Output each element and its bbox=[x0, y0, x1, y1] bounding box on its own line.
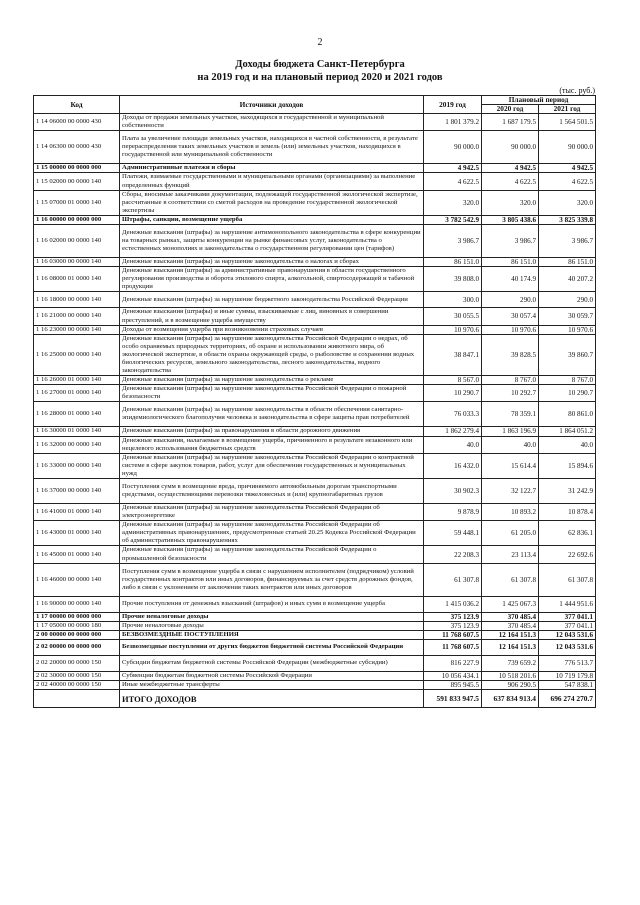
row-value-2021: 86 151.0 bbox=[539, 258, 596, 267]
row-source-name: Прочие поступления от денежных взысканий (штрафов) и иных сумм в возмещение ущерба bbox=[120, 596, 424, 612]
row-value-2021: 39 860.7 bbox=[539, 334, 596, 375]
row-value-2021: 62 836.1 bbox=[539, 521, 596, 546]
row-code: 1 16 37000 00 0000 140 bbox=[34, 479, 120, 504]
table-row bbox=[34, 453, 596, 478]
row-value-2019: 86 151.0 bbox=[424, 258, 482, 267]
row-value-2020: 40 174.9 bbox=[482, 267, 539, 292]
row-source-name: Субвенции бюджетам бюджетной системы Российской Федерации bbox=[120, 671, 424, 680]
row-value-2021: 547 838.1 bbox=[539, 681, 596, 690]
row-value-2020: 4 622.5 bbox=[482, 173, 539, 190]
row-value-2021: 10 878.4 bbox=[539, 504, 596, 521]
row-source-name: Сборы, вносимые заказчиками документации, подлежащей государственной экологической экспертизе, рассчитанные в соответствии со сметой расходов на проведение государственной экологической экспертизы bbox=[120, 190, 424, 215]
row-source-name: Денежные взыскания (штрафы) за правонарушения в области дорожного движения bbox=[120, 427, 424, 436]
row-source-name: Иные межбюджетные трансферты bbox=[120, 681, 424, 690]
revenue-table-body bbox=[34, 114, 596, 690]
row-value-2021: 90 000.0 bbox=[539, 131, 596, 164]
row-value-2021: 1 564 501.5 bbox=[539, 114, 596, 131]
page-number: 2 bbox=[317, 37, 323, 48]
table-row bbox=[34, 630, 596, 639]
header-2021: 2021 год bbox=[539, 105, 596, 114]
row-value-2019: 1 801 379.2 bbox=[424, 114, 482, 131]
row-source-name: Платежи, взимаемые государственными и муниципальными органами (организациями) за выполнение определенных функций bbox=[120, 173, 424, 190]
table-row bbox=[34, 267, 596, 292]
row-value-2021: 80 861.0 bbox=[539, 402, 596, 427]
row-value-2020: 370 485.4 bbox=[482, 612, 539, 621]
header-source: Источники доходов bbox=[120, 96, 424, 114]
row-value-2020: 320.0 bbox=[482, 190, 539, 215]
total-code-cell bbox=[34, 690, 120, 708]
row-code: 1 15 00000 00 0000 000 bbox=[34, 164, 120, 173]
row-code: 1 14 06000 00 0000 430 bbox=[34, 114, 120, 131]
row-value-2019: 30 902.3 bbox=[424, 479, 482, 504]
table-row bbox=[34, 325, 596, 334]
table-row bbox=[34, 655, 596, 671]
table-row bbox=[34, 427, 596, 436]
row-code: 1 15 02000 00 0000 140 bbox=[34, 173, 120, 190]
row-code: 1 16 30000 01 0000 140 bbox=[34, 427, 120, 436]
row-value-2019: 16 432.0 bbox=[424, 453, 482, 478]
row-value-2019: 300.0 bbox=[424, 292, 482, 308]
row-source-name: Прочие неналоговые доходы bbox=[120, 621, 424, 630]
header-2019: 2019 год bbox=[424, 96, 482, 114]
row-code: 1 14 06300 00 0000 430 bbox=[34, 131, 120, 164]
row-code: 1 16 18000 00 0000 140 bbox=[34, 292, 120, 308]
row-source-name: Субсидии бюджетам бюджетной системы Российской Федерации (межбюджетные субсидии) bbox=[120, 655, 424, 671]
row-source-name: Доходы от возмещения ущерба при возникновении страховых случаев bbox=[120, 325, 424, 334]
row-code: 1 16 45000 01 0000 140 bbox=[34, 546, 120, 563]
header-2020: 2020 год bbox=[482, 105, 539, 114]
row-value-2020: 1 687 179.5 bbox=[482, 114, 539, 131]
row-value-2021: 3 825 339.8 bbox=[539, 215, 596, 224]
row-code: 1 16 00000 00 0000 000 bbox=[34, 215, 120, 224]
row-value-2021: 1 444 951.6 bbox=[539, 596, 596, 612]
table-row bbox=[34, 292, 596, 308]
row-value-2021: 22 692.6 bbox=[539, 546, 596, 563]
row-value-2021: 8 767.0 bbox=[539, 376, 596, 385]
row-value-2019: 40.0 bbox=[424, 436, 482, 453]
row-source-name: Денежные взыскания (штрафы) за административные правонарушения в области государственного регулирования производства и оборота этилового спирта, алкогольной, спиртосодержащей и табачной продукции bbox=[120, 267, 424, 292]
row-code: 1 16 25000 00 0000 140 bbox=[34, 334, 120, 375]
table-row bbox=[34, 164, 596, 173]
row-value-2020: 39 828.5 bbox=[482, 334, 539, 375]
row-source-name: Штрафы, санкции, возмещение ущерба bbox=[120, 215, 424, 224]
total-2020: 637 834 913.4 bbox=[482, 690, 539, 708]
row-source-name: Поступления сумм в возмещение ущерба в связи с нарушением исполнителем (подрядчиком) условий государственных контрактов или иных договоров, финансируемых за счет средств дорожных фондов, либо в связи с уклонением от заключения таких контрактов или иных договоров bbox=[120, 563, 424, 596]
row-value-2021: 3 986.7 bbox=[539, 225, 596, 258]
row-code: 1 17 00000 00 0000 000 bbox=[34, 612, 120, 621]
row-value-2019: 816 227.9 bbox=[424, 655, 482, 671]
row-code: 1 15 07000 01 0000 140 bbox=[34, 190, 120, 215]
row-source-name: Прочие неналоговые доходы bbox=[120, 612, 424, 621]
row-value-2019: 4 942.5 bbox=[424, 164, 482, 173]
row-value-2019: 375 123.9 bbox=[424, 612, 482, 621]
total-row bbox=[34, 690, 596, 708]
row-code: 1 16 32000 00 0000 140 bbox=[34, 436, 120, 453]
row-code: 1 16 23000 00 0000 140 bbox=[34, 325, 120, 334]
row-value-2019: 59 448.1 bbox=[424, 521, 482, 546]
table-row bbox=[34, 621, 596, 630]
row-value-2020: 61 205.0 bbox=[482, 521, 539, 546]
row-value-2020: 23 113.4 bbox=[482, 546, 539, 563]
table-row bbox=[34, 639, 596, 655]
total-2019: 591 833 947.5 bbox=[424, 690, 482, 708]
row-value-2021: 12 043 531.6 bbox=[539, 639, 596, 655]
row-source-name: Денежные взыскания (штрафы) за нарушение законодательства о рекламе bbox=[120, 376, 424, 385]
row-value-2021: 377 041.1 bbox=[539, 621, 596, 630]
row-code: 1 17 05000 00 0000 180 bbox=[34, 621, 120, 630]
row-value-2021: 290.0 bbox=[539, 292, 596, 308]
row-value-2021: 320.0 bbox=[539, 190, 596, 215]
row-value-2019: 90 000.0 bbox=[424, 131, 482, 164]
table-row bbox=[34, 131, 596, 164]
row-value-2021: 4 942.5 bbox=[539, 164, 596, 173]
row-source-name: Денежные взыскания (штрафы) за нарушение законодательства Российской Федерации о промышленной безопасности bbox=[120, 546, 424, 563]
row-value-2019: 320.0 bbox=[424, 190, 482, 215]
row-value-2019: 11 768 607.5 bbox=[424, 630, 482, 639]
row-value-2020: 15 614.4 bbox=[482, 453, 539, 478]
table-row bbox=[34, 596, 596, 612]
table-row bbox=[34, 681, 596, 690]
row-value-2021: 31 242.9 bbox=[539, 479, 596, 504]
row-value-2019: 1 415 036.2 bbox=[424, 596, 482, 612]
row-value-2021: 776 513.7 bbox=[539, 655, 596, 671]
row-value-2020: 86 151.0 bbox=[482, 258, 539, 267]
table-row bbox=[34, 258, 596, 267]
table-row bbox=[34, 334, 596, 375]
row-value-2020: 1 425 067.3 bbox=[482, 596, 539, 612]
table-row bbox=[34, 612, 596, 621]
table-row bbox=[34, 376, 596, 385]
table-row bbox=[34, 521, 596, 546]
row-source-name: Денежные взыскания, налагаемые в возмещение ущерба, причиненного в результате незаконного или нецелевого использования бюджетных средств bbox=[120, 436, 424, 453]
row-value-2020: 739 659.2 bbox=[482, 655, 539, 671]
row-code: 2 02 30000 00 0000 150 bbox=[34, 671, 120, 680]
row-value-2021: 61 307.8 bbox=[539, 563, 596, 596]
row-value-2020: 370 485.4 bbox=[482, 621, 539, 630]
row-value-2020: 1 863 196.9 bbox=[482, 427, 539, 436]
row-code: 1 16 27000 01 0000 140 bbox=[34, 385, 120, 402]
row-value-2021: 10 970.6 bbox=[539, 325, 596, 334]
table-row bbox=[34, 504, 596, 521]
row-value-2021: 10 719 179.8 bbox=[539, 671, 596, 680]
table-row bbox=[34, 225, 596, 258]
row-source-name: Денежные взыскания (штрафы) за нарушение антимонопольного законодательства в сфере конкуренции на товарных рынках, защиты конкуренции на рынке финансовых услуг, законодательства о естественных монополиях и законодательства о государственном регулировании цен (тарифов) bbox=[120, 225, 424, 258]
row-value-2019: 10 290.7 bbox=[424, 385, 482, 402]
row-source-name: Денежные взыскания (штрафы) за нарушение законодательства Российской Федерации о недрах, об особо охраняемых природных территориях, об охране и использовании животного мира, об экологической экспертизе, в области охраны окружающей среды, о рыболовстве и сохранении водных биологических ресурсов, земельного законодательства, лесного законодательства, водного законодательства bbox=[120, 334, 424, 375]
table-row bbox=[34, 173, 596, 190]
row-code: 1 16 02000 00 0000 140 bbox=[34, 225, 120, 258]
row-code: 2 02 20000 00 0000 150 bbox=[34, 655, 120, 671]
row-value-2020: 12 164 151.3 bbox=[482, 639, 539, 655]
table-row bbox=[34, 308, 596, 325]
row-source-name: Доходы от продажи земельных участков, находящихся в государственной и муниципальной собственности bbox=[120, 114, 424, 131]
row-source-name: Денежные взыскания (штрафы) за нарушение законодательства Российской Федерации об электроэнергетике bbox=[120, 504, 424, 521]
row-value-2021: 4 622.5 bbox=[539, 173, 596, 190]
header-code: Код bbox=[34, 96, 120, 114]
row-value-2019: 3 782 542.9 bbox=[424, 215, 482, 224]
row-value-2019: 38 847.1 bbox=[424, 334, 482, 375]
row-value-2019: 375 123.9 bbox=[424, 621, 482, 630]
row-value-2019: 10 056 434.1 bbox=[424, 671, 482, 680]
row-value-2019: 30 055.5 bbox=[424, 308, 482, 325]
total-label: ИТОГО ДОХОДОВ bbox=[120, 690, 424, 708]
row-code: 2 00 00000 00 0000 000 bbox=[34, 630, 120, 639]
row-value-2019: 10 970.6 bbox=[424, 325, 482, 334]
header-plan-period: Плановый период bbox=[482, 96, 596, 105]
row-code: 1 16 28000 01 0000 140 bbox=[34, 402, 120, 427]
row-value-2020: 30 057.4 bbox=[482, 308, 539, 325]
row-value-2019: 22 208.3 bbox=[424, 546, 482, 563]
row-value-2020: 290.0 bbox=[482, 292, 539, 308]
row-value-2020: 10 970.6 bbox=[482, 325, 539, 334]
row-source-name: Денежные взыскания (штрафы) за нарушение законодательства в области обеспечения санитарно-эпидемиологического благополучия человека и законодательства в сфере защиты прав потребителей bbox=[120, 402, 424, 427]
title-line-2: на 2019 год и на плановый период 2020 и 2021 годов bbox=[197, 72, 443, 83]
row-value-2020: 32 122.7 bbox=[482, 479, 539, 504]
table-row bbox=[34, 479, 596, 504]
row-source-name: БЕЗВОЗМЕЗДНЫЕ ПОСТУПЛЕНИЯ bbox=[120, 630, 424, 639]
row-source-name: Денежные взыскания (штрафы) за нарушение бюджетного законодательства Российской Федерации bbox=[120, 292, 424, 308]
row-value-2021: 12 043 531.6 bbox=[539, 630, 596, 639]
row-source-name: Денежные взыскания (штрафы) и иные суммы, взыскиваемые с лиц, виновных в совершении преступлений, и в возмещение ущерба имуществу bbox=[120, 308, 424, 325]
row-code: 1 16 26000 01 0000 140 bbox=[34, 376, 120, 385]
row-value-2019: 76 033.3 bbox=[424, 402, 482, 427]
revenue-table bbox=[33, 95, 596, 708]
row-value-2020: 906 290.5 bbox=[482, 681, 539, 690]
row-value-2020: 4 942.5 bbox=[482, 164, 539, 173]
row-source-name: Поступления сумм в возмещение вреда, причиняемого автомобильным дорогам транспортными средствами, осуществляющими перевозки тяжеловесных и (или) крупногабаритных грузов bbox=[120, 479, 424, 504]
row-code: 2 02 40000 00 0000 150 bbox=[34, 681, 120, 690]
document-title bbox=[0, 58, 640, 84]
row-source-name: Безвозмездные поступления от других бюджетов бюджетной системы Российской Федерации bbox=[120, 639, 424, 655]
row-code: 1 16 21000 00 0000 140 bbox=[34, 308, 120, 325]
row-value-2021: 1 864 051.2 bbox=[539, 427, 596, 436]
row-value-2019: 9 878.9 bbox=[424, 504, 482, 521]
table-row bbox=[34, 546, 596, 563]
row-value-2019: 4 622.5 bbox=[424, 173, 482, 190]
row-value-2020: 90 000.0 bbox=[482, 131, 539, 164]
row-value-2019: 895 945.5 bbox=[424, 681, 482, 690]
row-value-2020: 3 986.7 bbox=[482, 225, 539, 258]
row-code: 1 16 03000 00 0000 140 bbox=[34, 258, 120, 267]
row-value-2020: 10 292.7 bbox=[482, 385, 539, 402]
row-value-2019: 39 808.0 bbox=[424, 267, 482, 292]
row-value-2021: 40.0 bbox=[539, 436, 596, 453]
row-source-name: Денежные взыскания (штрафы) за нарушение законодательства о налогах и сборах bbox=[120, 258, 424, 267]
row-value-2019: 61 307.8 bbox=[424, 563, 482, 596]
row-value-2020: 12 164 151.3 bbox=[482, 630, 539, 639]
table-row bbox=[34, 436, 596, 453]
row-value-2019: 3 986.7 bbox=[424, 225, 482, 258]
row-value-2020: 3 805 438.6 bbox=[482, 215, 539, 224]
row-source-name: Денежные взыскания (штрафы) за нарушение законодательства Российской Федерации о пожарной безопасности bbox=[120, 385, 424, 402]
row-code: 1 16 43000 01 0000 140 bbox=[34, 521, 120, 546]
total-2021: 696 274 270.7 bbox=[539, 690, 596, 708]
row-code: 1 16 46000 00 0000 140 bbox=[34, 563, 120, 596]
table-row bbox=[34, 402, 596, 427]
row-value-2019: 11 768 607.5 bbox=[424, 639, 482, 655]
row-code: 1 16 90000 00 0000 140 bbox=[34, 596, 120, 612]
row-value-2021: 377 041.1 bbox=[539, 612, 596, 621]
row-source-name: Плата за увеличение площади земельных участков, находящихся в частной собственности, в результате перераспределения таких земельных участков и земель (или) земельных участков, находящихся в государственной или муниципальной собственности bbox=[120, 131, 424, 164]
table-row bbox=[34, 563, 596, 596]
units-label: (тыс. руб.) bbox=[559, 86, 595, 95]
row-code: 1 16 08000 01 0000 140 bbox=[34, 267, 120, 292]
row-value-2020: 61 307.8 bbox=[482, 563, 539, 596]
row-value-2019: 8 567.0 bbox=[424, 376, 482, 385]
table-row bbox=[34, 671, 596, 680]
table-row bbox=[34, 190, 596, 215]
table-row bbox=[34, 215, 596, 224]
row-value-2021: 30 059.7 bbox=[539, 308, 596, 325]
row-code: 1 16 41000 01 0000 140 bbox=[34, 504, 120, 521]
row-value-2019: 1 862 279.4 bbox=[424, 427, 482, 436]
row-value-2020: 78 359.1 bbox=[482, 402, 539, 427]
row-value-2020: 10 518 201.6 bbox=[482, 671, 539, 680]
row-code: 2 02 00000 00 0000 000 bbox=[34, 639, 120, 655]
row-source-name: Административные платежи и сборы bbox=[120, 164, 424, 173]
row-value-2021: 40 207.2 bbox=[539, 267, 596, 292]
row-value-2021: 10 290.7 bbox=[539, 385, 596, 402]
row-source-name: Денежные взыскания (штрафы) за нарушение законодательства Российской Федерации о контрактной системе в сфере закупок товаров, работ, услуг для обеспечения государственных и муниципальных нужд bbox=[120, 453, 424, 478]
row-value-2020: 40.0 bbox=[482, 436, 539, 453]
row-source-name: Денежные взыскания (штрафы) за нарушение законодательства Российской Федерации об административных правонарушениях, предусмотренные статьей 20.25 Кодекса Российской Федерации об административных правонарушениях bbox=[120, 521, 424, 546]
row-code: 1 16 33000 00 0000 140 bbox=[34, 453, 120, 478]
row-value-2020: 8 767.0 bbox=[482, 376, 539, 385]
row-value-2021: 15 894.6 bbox=[539, 453, 596, 478]
row-value-2020: 10 893.2 bbox=[482, 504, 539, 521]
table-row bbox=[34, 385, 596, 402]
table-row bbox=[34, 114, 596, 131]
title-line-1: Доходы бюджета Санкт-Петербурга bbox=[235, 59, 405, 70]
